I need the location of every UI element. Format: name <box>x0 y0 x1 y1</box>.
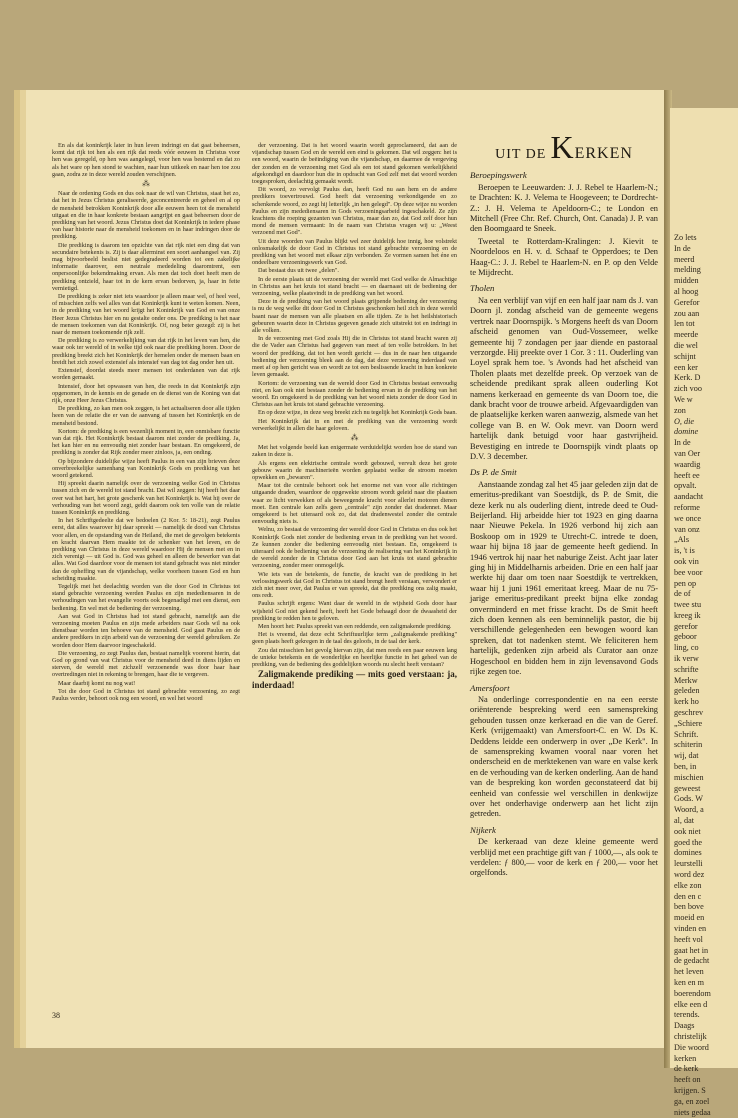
next-page-line: pen op <box>674 578 697 588</box>
next-page-line: kerken <box>674 1053 697 1063</box>
paragraph: Tot die door God in Christus tot stand gebrachte verzoening, zo zegt Paulus verder, behoort ook nog een woord, en wel het woord <box>52 687 240 703</box>
next-page-line: krijgen. S <box>674 1085 706 1095</box>
next-page-line: aandacht <box>674 492 704 502</box>
next-page-line: het leven <box>674 967 704 977</box>
next-page-line: heeft ee <box>674 470 700 480</box>
next-page-line: opvalt. <box>674 481 697 491</box>
next-page-line: de of <box>674 589 691 599</box>
paragraph: Intensief, door het opwassen van hen, die reeds in dat Koninkrijk zijn opgenomen, in de kennis en de genade en de dienst van de Koning van dat rijk, onze Heer Jezus Christus. <box>52 382 240 404</box>
next-page-line: meerde <box>674 330 699 340</box>
next-page-line: die wel <box>674 340 698 350</box>
paragraph: Het Koninkrijk dat in en met de prediking van die verzoening wordt verwerkelijkt in allen die haar geloven. <box>252 417 457 432</box>
next-page-line: melding <box>674 265 701 275</box>
paragraph: Het is vreemd, dat deze echt Schriftuurlijke term „zaligmakende prediking" geen plaats heeft gekregen in de taal des geloofs, in de taal der kerk. <box>252 631 457 646</box>
next-page-line: geweest <box>674 783 701 793</box>
next-page-line: christelijk <box>674 1031 707 1041</box>
next-page-line: moeid en <box>674 913 705 923</box>
next-page-line: Zo lets <box>674 233 697 242</box>
subsection-title: Amersfoort <box>470 682 510 693</box>
next-page-line: den en c <box>674 891 702 901</box>
next-page-line: Kerk. D <box>674 373 701 383</box>
paragraph: der verzoening. Dat is het woord waarin wordt geproclameerd, dat aan de vijandschap tussen God en de wereld een eind is gekomen. Dat wil zeggen: het is een woord, waarin de beëindiging van die vijandschap, en daarmee de vergeving der zonden en de verzoening met God als een tot stand gekomen werkelijkheid afgekondigd en daardoor hun die in opdracht van God zelf met dat woord worden toegesproken, deelachtig gemaakt wordt. <box>252 142 457 186</box>
paragraph: Uit deze woorden van Paulus blijkt wel zeer duidelijk hoe innig, hoe volstrekt onlosmakelijk de door God in Christus tot stand gebrachte verzoening en de prediking van het woord met elkaar zijn verbonden. Ze vormen samen het éne en ondeelbare verzoeningswerk van God. <box>252 237 457 267</box>
heading-prefix: UIT DE <box>495 147 547 162</box>
subsection-body <box>470 695 658 820</box>
next-page-line: zou aan <box>674 308 700 318</box>
next-page-line: de kerk <box>674 1064 699 1074</box>
paragraph: Tegelijk met het deelachtig worden van die door God in Christus tot stand gebrachte verzoening werden Paulus en zijn medediensaren in de verhoudingen van het evangelie voorts ook begenadigd met een dienst, een bediening. En wel met de bediening der verzoening. <box>52 582 240 612</box>
paragraph: Wie iets van de betekenis, de functie, de kracht van de prediking in het verlossingswerk dat God in Christus tot stand brengt heeft verstaan, verwondert er zich niet meer over, dat Paulus er van spreekt, dat die prediking ons zalig maakt, ons redt. <box>252 570 457 600</box>
next-page-line: boerendom <box>674 988 711 998</box>
next-page-line: In de <box>674 243 691 253</box>
next-page-line: van onz <box>674 524 700 534</box>
next-page-line: al hoog <box>674 286 699 296</box>
paragraph: Paulus schrijft ergens: Want daar de wereld in de wijsheid Gods door haar wijsheid God niet gekend heeft, heeft het Gode behaagd door de dwaasheid der prediking te redden hen te geloven. <box>252 600 457 622</box>
paragraph: Zou dat misschien het gevolg hiervan zijn, dat men reeds een paar eeuwen lang de unieke betekenis en de wonderlijke en heerlijke functie in het geheel van de prediking, van de bediening des goddelijken woords nu slecht heeft verstaan? <box>252 646 457 669</box>
next-page-line: kerk ho <box>674 697 699 707</box>
subsection-title: Ds P. de Smit <box>470 467 517 478</box>
subsection-body <box>470 837 658 879</box>
next-page-line: geboor <box>674 632 697 642</box>
next-page-line: bee voor <box>674 567 703 577</box>
next-page-line: Daags <box>674 1021 695 1031</box>
paragraph: De prediking is zo verwerkelijking van dat rijk in het leven van hen, die waar ook ter wereld of in welke tijd ook naar die prediking horen. Door de prediking breekt zich het Koninkrijk der hemelen onder de mensen baan en breidt het zich zowel extensief als intensief van dag tot dag onder hen uit. <box>52 337 240 366</box>
next-page-line: Woord, a <box>674 805 704 815</box>
subsection-body <box>470 480 658 678</box>
next-page-line: ook niet <box>674 826 701 836</box>
next-page-line: midden <box>674 276 699 286</box>
paragraph: De kerkeraad van deze kleine gemeente werd verblijd met een prachtige gift van ƒ 1000,—, als ook te verdelen: ƒ 800,— voor de kerk en ƒ 200,— voor het orgelfonds. <box>470 837 658 878</box>
subsection-body <box>470 183 658 279</box>
paragraph: In het Schriftgedeelte dat we bedoelen (2 Kor. 5: 18-21), zegt Paulus eerst, dat alles waarover hij daar spreekt — namelijk de dood van Christus voor allen, en de opstanding van de Heiland, die met de gevolgen betekenis en kracht daarvan Hem maakte tot de schenker van het leven, en de prediking van Christus in deze wereld waardoor Hij de mensen met en in zich verenigt — uit God is. God was geheel en alleen de bewerker van dat alles. Wat God daardoor voor de mensen tot stand gebracht was niet minder dan de opheffing van de vijandschap, welke voorheen tussen God en hun scheiding maakte. <box>52 517 240 582</box>
next-page-line: ling, co <box>674 643 699 653</box>
paragraph: Na een verblijf van vijf en een half jaar nam ds J. van Doorn jl. zondag afscheid van de gemeente wegens vertrek naar Doornspijk. 's Morgens heeft ds van Doorn afscheid genomen van Oud-Vossemeer, welke gemeente hij 7 zondagen per jaar diende en pastoraal verzorgde. Hij preekte over 1 Cor. 3 : 11. Ouderling van Loyel sprak hem toe. 's Avonds had het afscheid van Tholen plaats met dezelfde preek. Op verzoek van de scheidende predikant sprak alleen ouderling Kot namens kerkeraad en gemeente ds van Doorn toe, die dank bracht voor de trouwe arbeid. Afgevaardigden van de plaatselijke kerken waren aanwezig, alsmede van het college van B. en W. Ook mevr. van Doorn werd hartelijk dank betuigd voor haar gastvrijheid. Bevestiging en intrede te Doornspijk vindt plaats op D.V. 3 december. <box>470 295 658 461</box>
next-page-line: goed the <box>674 837 702 847</box>
paragraph: De prediking is zeker niet iets waardoor je alleen maar wel, of heel veel, of misschien zelfs wel alles van dat Koninkrijk kunt te weten komen. Neen, in de prediking van het woord krijgt het Koninkrijk van God en van onze Heer Jezus Christus hier en nu gestalte onder ons. De prediking is het naar de mensen toekomen van dat Koninkrijk. Of, nog beter gezegd: zij is het naar de mensen toekomende rijk zelf. <box>52 293 240 337</box>
paragraph: Maar daarbij komt nu nog wat! <box>58 679 136 687</box>
next-page-line: ook vin <box>674 556 699 566</box>
next-page-line: We w <box>674 394 693 404</box>
next-page-line: domine <box>674 427 699 437</box>
subsection-title: Nijkerk <box>470 824 496 835</box>
next-page-line: kreeg ik <box>674 610 701 620</box>
subsection-body <box>470 296 658 463</box>
next-page-line: O, die <box>674 416 695 426</box>
page-number: 38 <box>52 1011 60 1020</box>
next-page-line: gaat het in <box>674 945 709 955</box>
next-page-line: een ker <box>674 362 698 372</box>
next-page-line: „Schiere <box>674 718 703 728</box>
subsection-title: Tholen <box>470 283 495 294</box>
next-page-line: geleden <box>674 686 700 696</box>
paragraph: Kortom: de prediking is een wezenlijk moment in, een onmisbare functie van dat rijk. Het Koninkrijk bestaat daarom niet zonder de prediking. Ja, het kan hier en nu eenvoudig niet zonder haar bestaan. En omgekeerd, de prediking is zonder dat Rijk zonder meer zinloos, ja, een onding. <box>52 427 240 457</box>
next-page-line: niets gedaa <box>674 1107 711 1117</box>
church-news-column <box>470 129 658 878</box>
next-page-line: twee stu <box>674 600 702 610</box>
next-page-line: schijnt <box>674 351 696 361</box>
next-page-line: ben, in <box>674 762 697 772</box>
paragraph: Naar de ordening Gods en dus ook naar de wil van Christus, staat het zo, dat het in Jezus Christus geraliseerde, geconcentreerde en geheel en al op de mensheid betrokken Koninkrijk door alle eeuwen heen tot de mensheid uitgaat en die in haar konkrete bestaan aangrijpt en gaat beheersen door de prediking van het woord. Jezus Christus doet dat Koninkrijk in iedere phase van haar historie naar de mensheid toekomen en in haar indringen door de prediking. <box>52 190 240 241</box>
paragraph: Op bijzondere duidelijke wijze heeft Paulus in een van zijn brieven deze onverbreekelijke samenhang van Koninkrijk Gods en prediking van het woord getekend. <box>52 457 240 479</box>
paragraph: Dit woord, zo vervolgt Paulus dan, heeft God nu aan hem en de andere predikers toevertrouwd. God heeft dat verzoening verkondigende en zo schenkende woord, zo zegt hij letterlijk „in hen gelegd". Op deze wijze nu worden Paulus en zijn medediensaren in Gods verzoeningsarbeid ingeschakeld. Ze zijn krachtens die roeping gezanten van Christus, maar dan zo, dat God zelf door hun mond de mensen vermaant: In de naam van Christus vragen wij u: „Weest verzoend met God". <box>252 186 457 237</box>
next-page-line: we once <box>674 513 702 523</box>
next-page-line: de gedacht <box>674 956 710 966</box>
article-column-2 <box>252 142 457 972</box>
next-page-line: In de <box>674 438 691 448</box>
next-page-line: Die woord <box>674 1042 709 1052</box>
section-divider-stars: ⁂ <box>142 179 150 189</box>
next-page-line: terends. <box>674 1010 700 1020</box>
next-page-line: len tot <box>674 319 695 329</box>
next-page-line: Gods. W <box>674 794 703 804</box>
next-page-line: meerd <box>674 254 695 264</box>
next-page-line: reforme <box>674 502 700 512</box>
next-page-line: geschrev <box>674 708 704 718</box>
next-page-line: heeft vol <box>674 934 703 944</box>
subsection-title: Beroepingswerk <box>470 170 527 181</box>
paragraph: En op deze wijze, in deze weg breekt zich nu tegelijk het Koninkrijk Gods baan. <box>258 409 457 417</box>
paragraph: In de verzoening met God zoals Hij die in Christus tot stand bracht waren zij die de Vader aan Christus had gegeven van meet af ten volle betrokken. In het woord der prediking, dat tot hen wordt gericht — dus in de naar hen uitgaande bediening der verzoening bleek aan de dag, dat deze verzoening inderdaad van meet af op hen gericht was en wordt ze tot een beslissende kracht in hun konkrete leven gemaakt. <box>252 335 457 379</box>
next-page-line: schiterin <box>674 740 703 750</box>
paragraph: Als ergens een elektrische centrale wordt gebouwd, vervult deze het grote gebouw waarin de machinerieën worden geplaatst welke de stroom moeten opwekken en „bewaren". <box>252 459 457 481</box>
paragraph: Dat bestaat dus uit twee „delen". <box>258 267 339 275</box>
paragraph: De prediking, zo kan men ook zeggen, is het actualiseren door alle tijden heen van de relatie die er van de aanvang af tussen het Koninkrijk en de mensheid bestond. <box>52 405 240 427</box>
next-page-column <box>674 233 738 1118</box>
paragraph: Met het volgende beeld kan enigermate verduidelijkt worden hoe de stand van zaken in deze is. <box>252 444 457 459</box>
next-page-line: van Oer <box>674 448 701 458</box>
article-column-1 <box>52 142 240 972</box>
paragraph: Hij spreekt daarin namelijk over de verzoening welke God in Christus tussen zich en de wereld tot stand bracht. Dat wil zeggen: hij heeft het daar over wat het hart, het grote geschenk van het Koninkrijk is. Wat hij over de verhouding van het woord zegt, geldt daarom ook ten volle van de relatie tussen Koninkrijk en prediking. <box>52 480 240 516</box>
next-page-line: ga, en zoel <box>674 1096 710 1106</box>
next-page-line: Gerefor <box>674 297 700 307</box>
next-page-line: mischien <box>674 772 704 782</box>
paragraph: Tweetal te Rotterdam-Kralingen: J. Kievit te Noordeloos en H. v. d. Schaaf te Opperdoes; te Den Haag-C.: J. J. Rebel te Haarlem-N. en P. op den Velde te Mijdrecht. <box>470 236 658 278</box>
paragraph: Die prediking is daarom ten opzichte van dat rijk niet een ding dat van secundaire betekenis is. Zij is daar allerminst een soort aanhangsel van. Zij mag bijvoorbeeld beslist niet gedegradeerd worden tot een zakelijke informatie daarover, een neutrale mededeling daaromtrent, een onpersoonlijke bekendmaking ervan. Als men dat toch doet heeft men de prediking ontzield, haar tot in de kern ervan bedorven, ja, haar in feite vernietigd. <box>52 241 240 292</box>
next-page-line: zich voo <box>674 384 702 394</box>
next-page-line: domines <box>674 848 702 858</box>
paragraph: Deze in de prediking van het woord plaats grijpende bediening der verzoening is nu de weg welke dit door God in Christus geschonken heil zich in deze wereld baant naar de mensen van alle plaatsen en alle tijden. Ze is het heilshistorisch gebeuren waarin deze in Christus gegeven genade zich uitstrekt tot en indringt in alle volken. <box>252 298 457 335</box>
paragraph: In de eerste plaats uit de verzoening der wereld met God welke de Almachtige in Christus aan het kruis tot stand bracht — en daarnaast uit de bediening der verzoening, welke plaatsvindt in de prediking van het woord. <box>252 275 457 298</box>
paragraph: En als dat koninkrijk later in hun leven indringt en dat gaat beheersen, komt dat rijk tot hen als een rijk dat reeds vóór eeuwen in Christus voor hen was geregeld, op hen was aangelegd, voor hen was bestemd en dat zo als het ware op hen stond te wachten, naar hun uitkeek en naar hen toe zou gaan, zodra ze in deze wereld zouden verschijnen. <box>52 142 240 178</box>
next-page-line: ik verw <box>674 654 699 664</box>
heading-rest: ERKEN <box>574 145 633 162</box>
paragraph: Men hoort het: Paulus spreekt van een reddende, een zaligmakende prediking. <box>258 623 452 630</box>
paragraph: Die verzoening, zo zegt Paulus dan, bestaat namelijk voorerst hierin, dat God op grond van wat Christus voor de mensheid deed in diens lijden en sterven, de wereld met zichzelf verzoenende was door haar haar overtredingen niet in rekening te brengen, haar die te vergeven. <box>52 649 240 679</box>
paragraph: Aanstaande zondag zal het 45 jaar geleden zijn dat de emeritus-predikant van Soestdijk, ds P. de Smit, die deze kerk nu als ouderling dient, intrede deed te Oud-Beijerland. Hij arbeidde hier tot 1923 en ging daarna naar Nieuwe Pekela. In 1926 verbond hij zich aan Boskoop om in 1929 te Utrecht-C. intrede te doen, waar hij bijna 18 jaar de gemeente heeft gediend. In 1946 vertrok hij naar het naburige Zeist. Acht jaar later ging hij in Middelharnis arbeiden. Drie en een half jaar werkte hij daar om toen naar Soestdijk te vertrekken, waar hij 1 juni 1961 emeritaat kreeg. Maar de nu 75-jarige emeritus-predikant preekt bijna elke zondag onverminderd en met frisse kracht. Ds de Smit heeft zich doen kennen als een beminnelijk pastor, die bij verschillende gelegenheden een bewogen woord kan spreken, dat tot nadenken stemt. We feliciteren hem hartelijk, gedenken zijn arbeid als Curator aan onze Hogeschool en bidden hem in zijn levensavond Gods rijke zegen toe. <box>470 479 658 677</box>
next-page-line: schrifte <box>674 664 699 674</box>
right-page-edge <box>670 108 738 1117</box>
paragraph: Welnu, zo bestaat de verzoening der wereld door God in Christus en dus ook het Koninkrijk Gods niet zonder de bediening ervan in de prediking van het woord. Ze kunnen zonder die bediening eenvoudig niet bestaan. En, omgekeerd is uiteraard ook de bediening van de verzoening de realisering van het Koninkrijk in de wereld zonder de in Christus door God aan het kruis tot stand gebrachte verzoening, zonder meer onmogelijk. <box>252 526 457 570</box>
paragraph: Aan wat God in Christus had tot stand gebracht, namelijk aan die verzoening moeten Paulus en zijn mede arbeiders naar Gods wil na ook dienstbaar worden ten behoeve van de mensheid. God gaat Paulus en de andere predikers in zijn arbeid van de verzoening der wereld gebruiken. Ze worden door Hem daarvoor ingeschakeld. <box>52 612 240 649</box>
heading-initial: K <box>550 129 575 165</box>
next-page-line: word dez <box>674 870 705 880</box>
next-page-line: Merkw <box>674 675 698 685</box>
next-page-line: vinden en <box>674 924 707 933</box>
next-page-line: wij, dat <box>674 751 699 761</box>
next-page-line: heeft on <box>674 1075 701 1085</box>
next-page-line: „Als <box>674 535 690 545</box>
next-page-line: gerefor <box>674 621 698 631</box>
next-page-line: elke zon <box>674 880 702 890</box>
paragraph: Maar tot die centrale behoort ook het enorme net van voor alle richtingen uitgaande draden, waardoor de opgewekte stroom wordt geleid naar die plaatsen waar ze licht verwekken of als beweegende kracht voor allerlei motoren dienen moet. Een centrale kan zelfs geen „centrale" zijn zonder dat dradennet. Maar omgekeerd is het uiteraard ook zo, dat dat dradenwestel zonder die centrale eenvoudig niets is. <box>252 482 457 526</box>
next-page-line: elke een d <box>674 999 708 1009</box>
next-page-line: leurstelli <box>674 859 703 869</box>
next-page-line: is, 't is <box>674 546 695 556</box>
closing-statement: Zaligmakende prediking — mits goed verstaan: ja, inderdaad! <box>252 669 457 691</box>
paragraph: Kortom: de verzoening van de wereld door God in Christus bestaat eenvoudig niet, en kan ook niet bestaan zonder de bediening ervan in de prediking van het woord. En omgekeerd is de prediking van het woord niets zonder de door God in Christus aan het kruis tot stand gebrachte verzoening. <box>252 379 457 409</box>
next-page-line: ken en m <box>674 977 705 987</box>
next-page-line: ben bove <box>674 902 704 912</box>
next-page-line: Schrift. <box>674 729 699 739</box>
next-page-line: zon <box>674 405 686 415</box>
paragraph: Extensief, doordat steeds meer mensen tot onderdanen van dat rijk worden gemaakt. <box>52 367 240 382</box>
paragraph: Na onderlinge correspondentie en na een eerste oriënterende bespreking werd een samenspreking gehouden tussen onze kerkeraad en die van de Geref. Kerk (vrijgemaakt) van Amersfoort-C. en W. Ds K. Deddens leidde een onderwerp in over „De Kerk". In de samenspreking kwamen vooral naar voren het onderscheid en de merktekenen van ware en valse kerk en de verhouding van de kerken onderling. Aan de hand van de bespreking kon worden geconstateerd dat bij eenheid van confessie wel verschillen in denkwijze over het onderhavige onderwerp aan het licht zijn getreden. <box>470 694 658 819</box>
section-heading <box>470 129 658 165</box>
next-page-line: waardig <box>674 459 701 469</box>
next-page-line: al, dat <box>674 816 695 826</box>
section-divider-stars: ⁂ <box>350 432 359 442</box>
paragraph: Beroepen te Leeuwarden: J. J. Rebel te Haarlem-N.; te Drachten: K. J. Velema te Hoogeveen; te Dordrecht-Z.: J. H. Velema te Apeldoorn-C.; te London en Mitchell (Free Chr. Ref. Church, Ont. Canada) J. P. van den Boomgaard te Sneek. <box>470 182 658 234</box>
